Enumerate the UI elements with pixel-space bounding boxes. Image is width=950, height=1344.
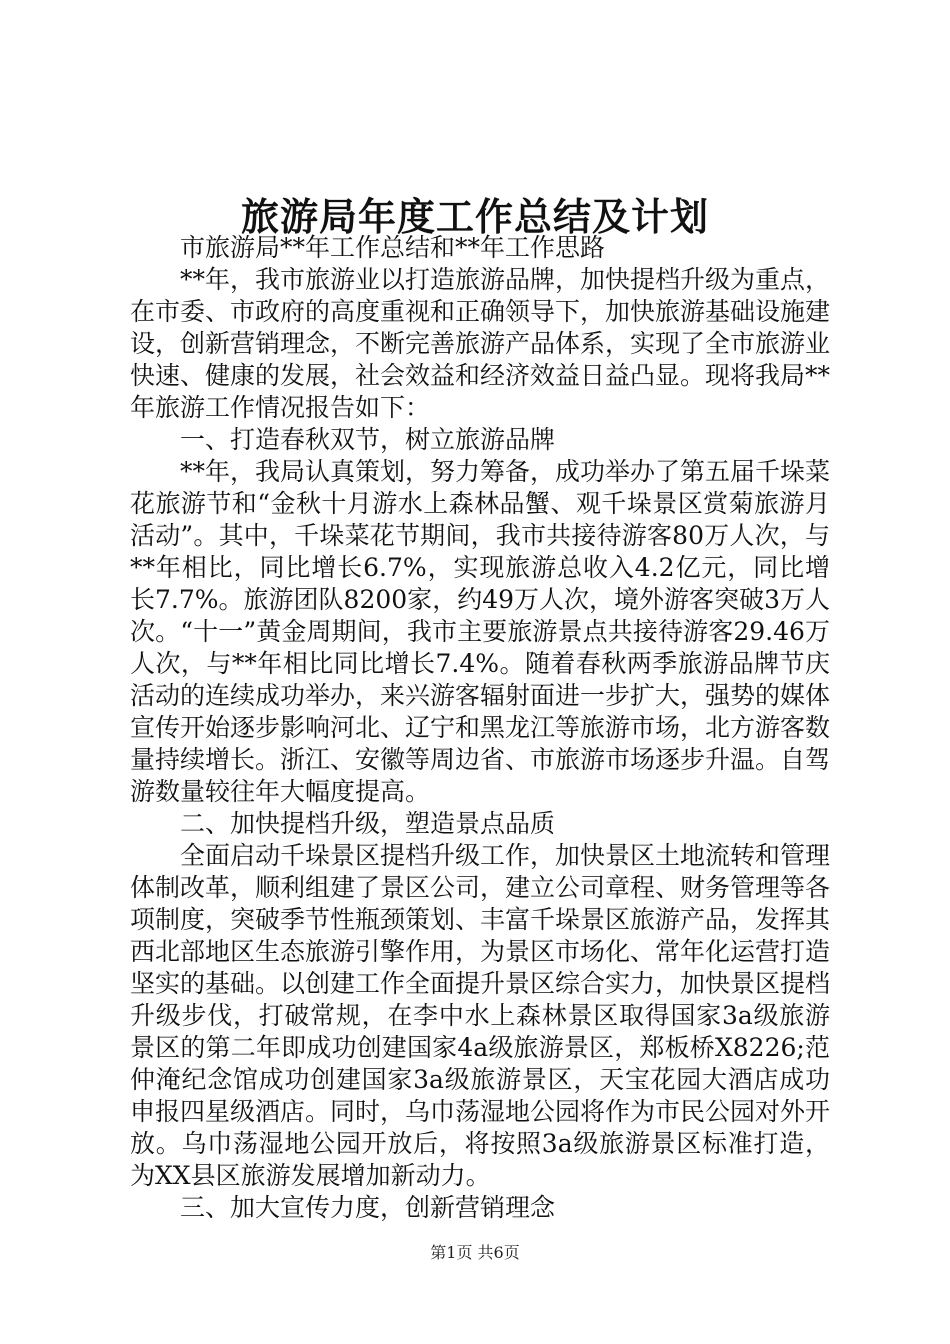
document-body: [130, 232, 830, 1224]
page-number-footer: 第1页 共6页: [430, 1243, 520, 1262]
section-1-paragraph: **年，我局认真策划，努力筹备，成功举办了第五届千垛菜花旅游节和“金秋十月游水上森林品蟹、观千垛景区赏菊旅游月活动”。其中，千垛菜花节期间，我市共接待游客80万人次，与**年相比，同比增长6.7%，实现旅游总收入4.2亿元，同比增长7.7%。旅游团队8200家，约49万人次，境外游客突破3万人次。“十一”黄金周期间，我市主要旅游景点共接待游客29.46万人次，与**年相比同比增长7.4%。随着春秋两季旅游品牌节庆活动的连续成功举办，来兴游客辐射面进一步扩大，强势的媒体宣传开始逐步影响河北、辽宁和黑龙江等旅游市场，北方游客数量持续增长。浙江、安徽等周边省、市旅游市场逐步升温。自驾游数量较往年大幅度提高。: [130, 457, 831, 806]
section-heading-3: 三、加大宣传力度，创新营销理念: [180, 1193, 556, 1222]
intro-paragraph: **年，我市旅游业以打造旅游品牌，加快提档升级为重点，在市委、市政府的高度重视和正确领导下，加快旅游基础设施建设，创新营销理念，不断完善旅游产品体系，实现了全市旅游业快速、健康的发展，社会效益和经济效益日益凸显。现将我局**年旅游工作情况报告如下：: [130, 265, 831, 422]
subtitle-paragraph: 市旅游局**年工作总结和**年工作思路: [180, 233, 606, 262]
section-2-paragraph: 全面启动千垛景区提档升级工作，加快景区土地流转和管理体制改革，顺利组建了景区公司，建立公司章程、财务管理等各项制度，突破季节性瓶颈策划、丰富千垛景区旅游产品，发挥其西北部地区生态旅游引擎作用，为景区市场化、常年化运营打造坚实的基础。以创建工作全面提升景区综合实力，加快景区提档升级步伐，打破常规，在李中水上森林景区取得国家3a级旅游景区的第二年即成功创建国家4a级旅游景区，郑板桥X8226;范仲淹纪念馆成功创建国家3a级旅游景区，天宝花园大酒店成功申报四星级酒店。同时，乌巾荡湿地公园将作为市民公园对外开放。乌巾荡湿地公园开放后，将按照3a级旅游景区标准打造，为XX县区旅游发展增加新动力。: [130, 841, 831, 1190]
section-heading-1: 一、打造春秋双节，树立旅游品牌: [180, 425, 556, 454]
section-heading-2: 二、加快提档升级，塑造景点品质: [180, 809, 556, 838]
document-title: 旅游局年度工作总结及计划: [240, 194, 709, 239]
